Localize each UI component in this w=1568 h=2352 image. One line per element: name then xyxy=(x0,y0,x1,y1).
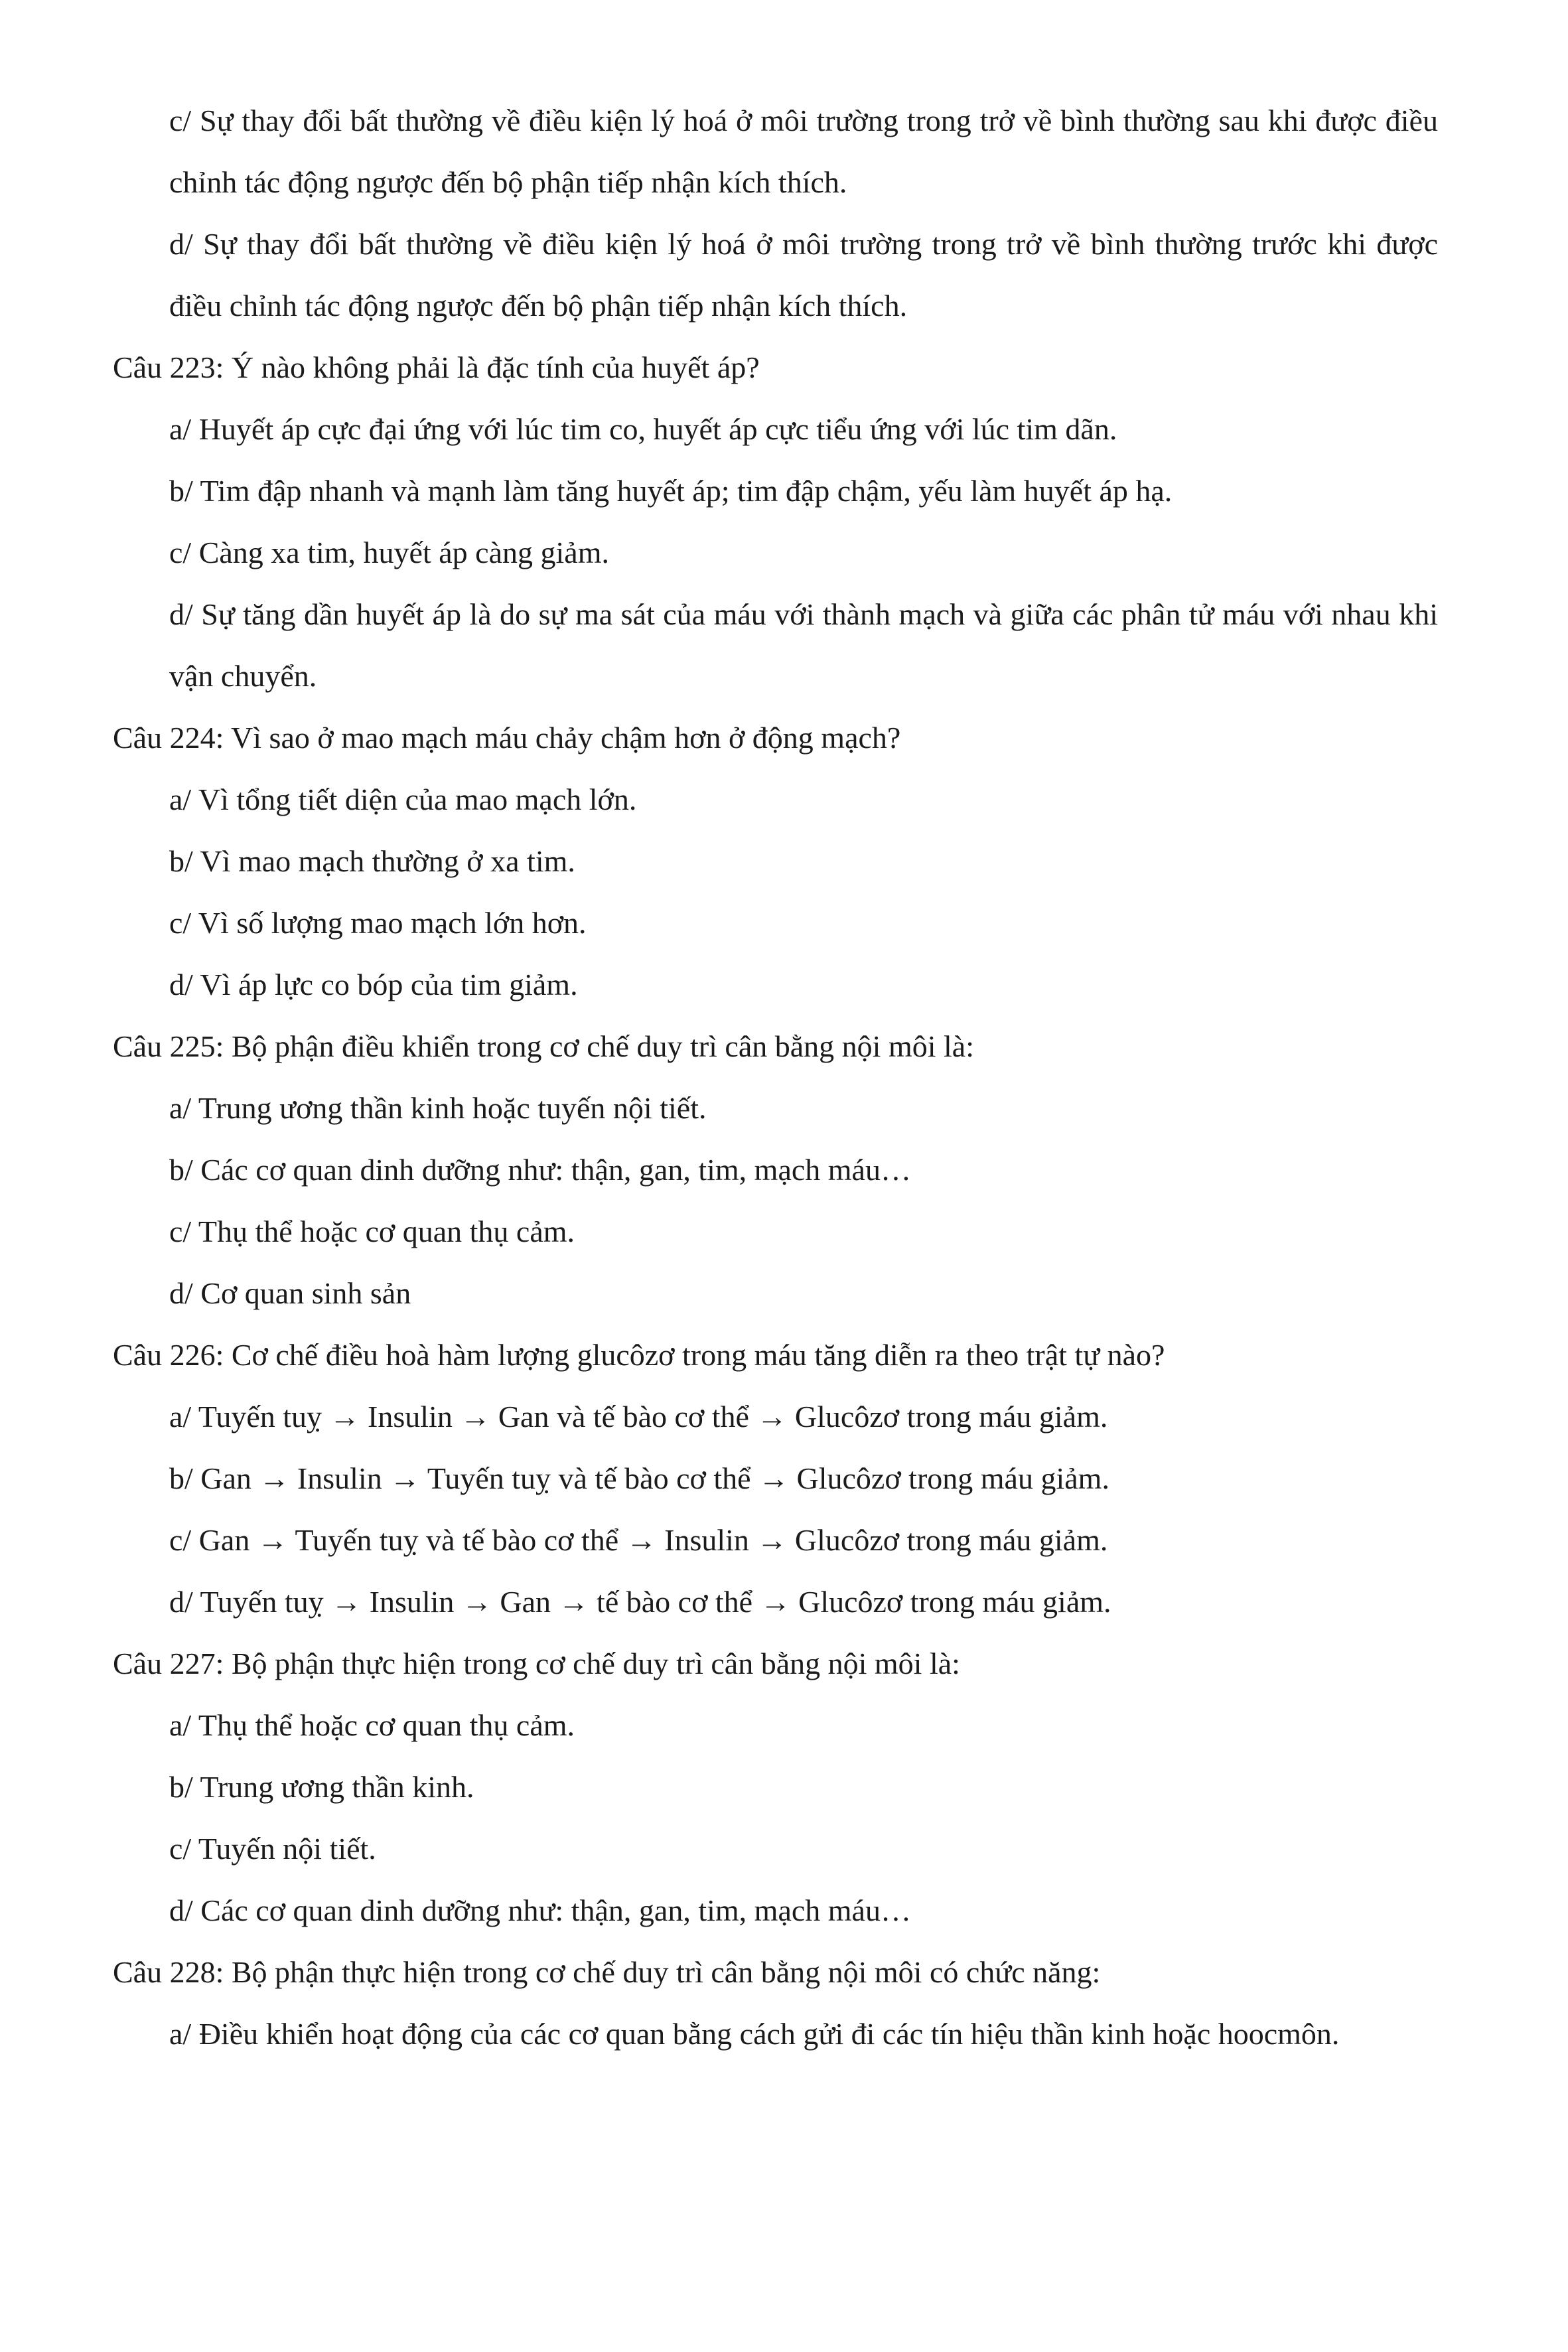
answer-option: a/ Thụ thể hoặc cơ quan thụ cảm. xyxy=(169,1708,575,1742)
answer-option: d/ Các cơ quan dinh dưỡng như: thận, gan, tim, mạch máu… xyxy=(169,1893,911,1927)
answer-option: b/ Vì mao mạch thường ở xa tim. xyxy=(169,844,575,878)
question-223 xyxy=(113,336,1438,707)
answer-option: b/ Trung ương thần kinh. xyxy=(169,1770,474,1804)
answer-option: b/ Các cơ quan dinh dưỡng như: thận, gan, tim, mạch máu… xyxy=(169,1153,911,1187)
question-title: Câu 228: Bộ phận thực hiện trong cơ chế duy trì cân bằng nội môi có chức năng: xyxy=(113,1955,1101,1989)
answer-option: c/ Tuyến nội tiết. xyxy=(169,1832,376,1866)
answer-option: c/ Gan → Tuyến tuỵ và tế bào cơ thể → Insulin → Glucôzơ trong máu giảm. xyxy=(169,1523,1108,1557)
answer-option: a/ Huyết áp cực đại ứng với lúc tim co, huyết áp cực tiểu ứng với lúc tim dãn. xyxy=(169,412,1117,446)
answer-option: c/ Vì số lượng mao mạch lớn hơn. xyxy=(169,906,587,940)
answer-option: c/ Thụ thể hoặc cơ quan thụ cảm. xyxy=(169,1214,575,1248)
answer-option: c/ Sự thay đổi bất thường về điều kiện lý hoá ở môi trường trong trở về bình thường sau khi được điều chỉnh tác động ngược đến bộ phận tiếp nhận kích thích. xyxy=(169,104,1438,199)
answer-option: c/ Càng xa tim, huyết áp càng giảm. xyxy=(169,536,609,569)
question-227 xyxy=(113,1633,1438,1941)
question-228 xyxy=(113,1941,1438,2065)
answer-option: a/ Điều khiển hoạt động của các cơ quan bằng cách gửi đi các tín hiệu thần kinh hoặc hoocmôn. xyxy=(169,2017,1340,2051)
question-225 xyxy=(113,1015,1438,1324)
answer-option: d/ Sự thay đổi bất thường về điều kiện lý hoá ở môi trường trong trở về bình thường trước khi được điều chỉnh tác động ngược đến bộ phận tiếp nhận kích thích. xyxy=(169,227,1438,323)
answer-option: a/ Tuyến tuỵ → Insulin → Gan và tế bào cơ thể → Glucôzơ trong máu giảm. xyxy=(169,1400,1108,1433)
question-title: Câu 226: Cơ chế điều hoà hàm lượng glucôzơ trong máu tăng diễn ra theo trật tự nào? xyxy=(113,1338,1165,1372)
answer-option: d/ Sự tăng dần huyết áp là do sự ma sát của máu với thành mạch và giữa các phân tử máu với nhau khi vận chuyển. xyxy=(169,597,1438,693)
answer-option: a/ Vì tổng tiết diện của mao mạch lớn. xyxy=(169,782,637,816)
question-224 xyxy=(113,707,1438,1015)
question-title: Câu 225: Bộ phận điều khiển trong cơ chế duy trì cân bằng nội môi là: xyxy=(113,1029,974,1063)
answer-option: b/ Tim đập nhanh và mạnh làm tăng huyết áp; tim đập chậm, yếu làm huyết áp hạ. xyxy=(169,474,1173,508)
answer-option: d/ Vì áp lực co bóp của tim giảm. xyxy=(169,968,578,1001)
question-226 xyxy=(113,1324,1438,1633)
answer-option: a/ Trung ương thần kinh hoặc tuyến nội tiết. xyxy=(169,1091,707,1125)
answer-option: b/ Gan → Insulin → Tuyến tuỵ và tế bào cơ thể → Glucôzơ trong máu giảm. xyxy=(169,1461,1109,1495)
answer-option: d/ Cơ quan sinh sản xyxy=(169,1276,411,1310)
question-title: Câu 227: Bộ phận thực hiện trong cơ chế duy trì cân bằng nội môi là: xyxy=(113,1647,960,1680)
answer-option: d/ Tuyến tuỵ → Insulin → Gan → tế bào cơ thể → Glucôzơ trong máu giảm. xyxy=(169,1585,1111,1619)
question-title: Câu 224: Vì sao ở mao mạch máu chảy chậm hơn ở động mạch? xyxy=(113,721,901,755)
question-title: Câu 223: Ý nào không phải là đặc tính của huyết áp? xyxy=(113,350,760,384)
